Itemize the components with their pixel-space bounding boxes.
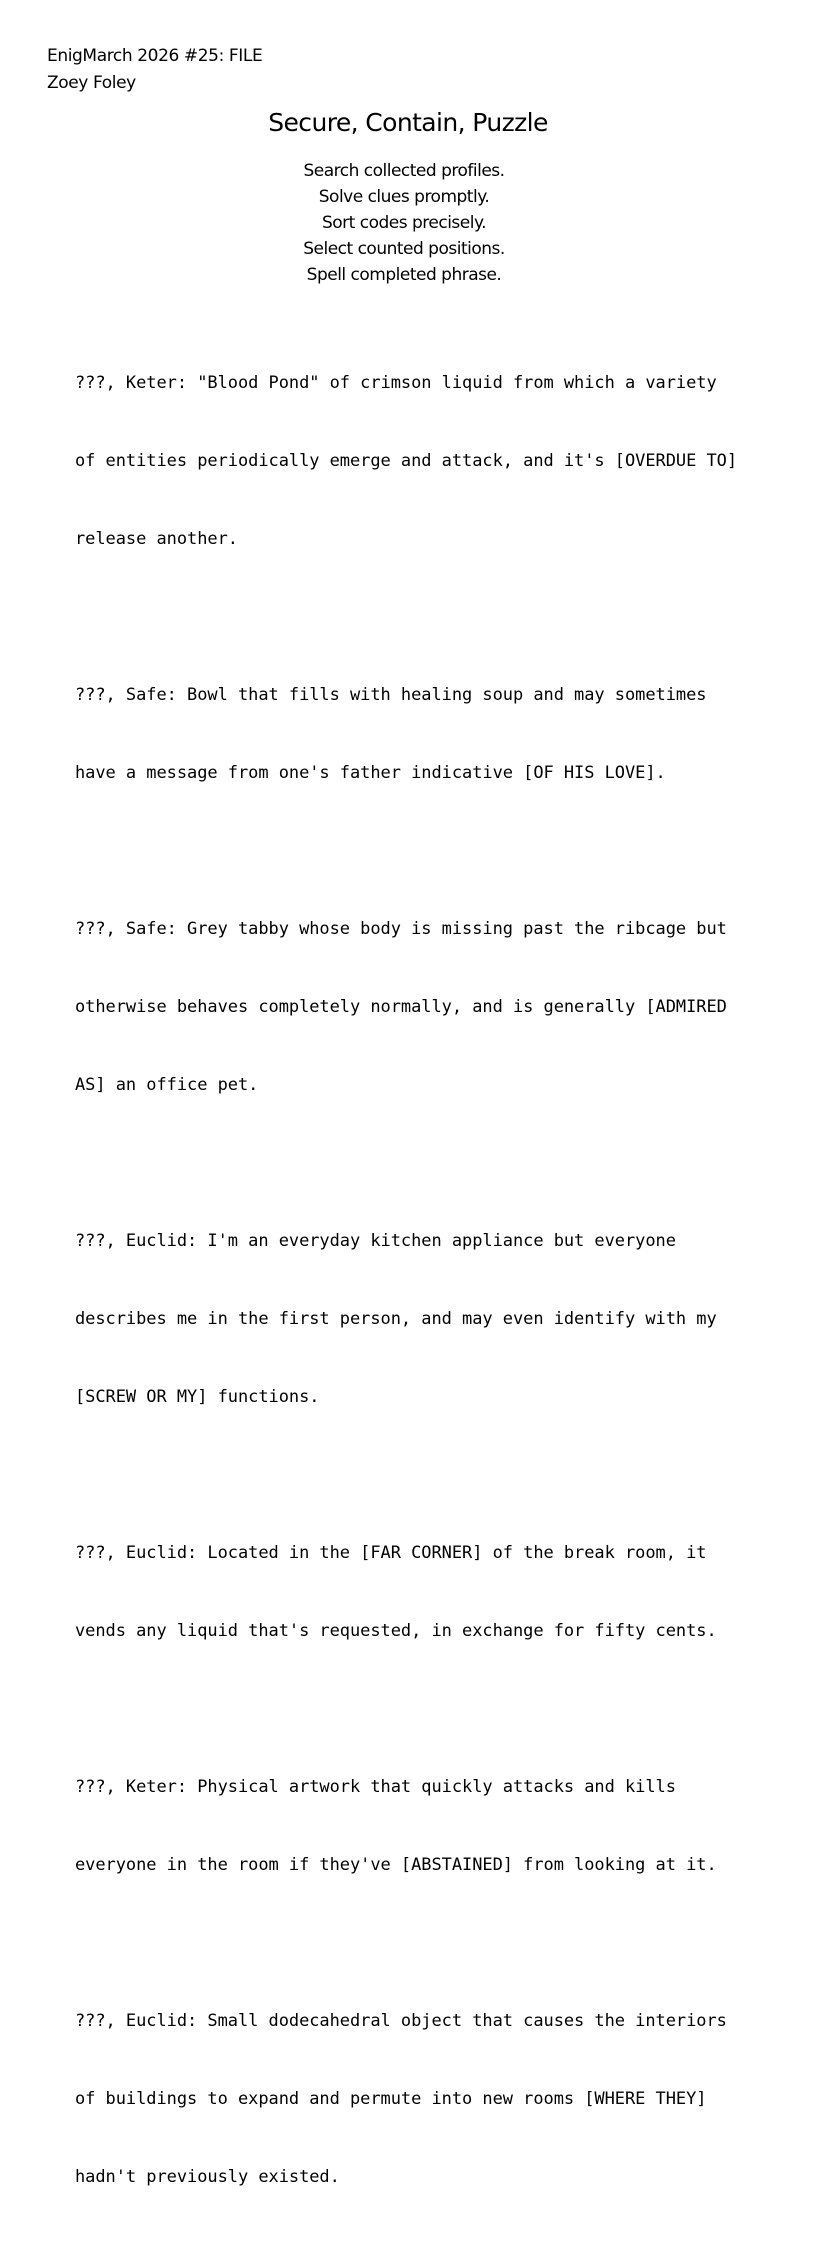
entry-line: describes me in the first person, and may even identify with my [75,1309,717,1329]
entry-line: ???, Keter: Physical artwork that quickly attacks and kills [75,1777,676,1797]
puzzle-header [47,43,262,97]
entry-line: otherwise behaves completely normally, and is generally [ADMIRED [75,997,727,1017]
instruction-line: Solve clues promptly. [318,187,490,207]
instruction-line: Select counted positions. [303,239,505,259]
profile-entry [75,1956,755,2242]
instruction-line: Sort codes precisely. [321,213,487,233]
entry-line: everyone in the room if they've [ABSTAINED] from looking at it. [75,1855,717,1875]
profile-entry [75,1488,755,1696]
entry-line: release another. [75,529,238,549]
profile-entry [75,864,755,1150]
instruction-line: Search collected profiles. [303,161,505,181]
entry-line: ???, Safe: Grey tabby whose body is missing past the ribcage but [75,919,727,939]
entry-line: [SCREW OR MY] functions. [75,1387,320,1407]
profile-entry [75,630,755,838]
profile-entry [75,1176,755,1462]
author-name: Zoey Foley [47,73,136,93]
entry-line: ???, Euclid: Located in the [FAR CORNER] of the break room, it [75,1543,707,1563]
entry-line: of buildings to expand and permute into new rooms [WHERE THEY] [75,2089,707,2109]
entry-line: of entities periodically emerge and attack, and it's [OVERDUE TO] [75,451,738,471]
entry-line: ???, Safe: Bowl that fills with healing soup and may sometimes [75,685,707,705]
profile-entries [75,318,755,2268]
entry-line: vends any liquid that's requested, in exchange for fifty cents. [75,1621,717,1641]
entry-line: hadn't previously existed. [75,2167,340,2187]
puzzle-id-line: EnigMarch 2026 #25: FILE [47,46,263,66]
entry-line: have a message from one's father indicative [OF HIS LOVE]. [75,763,666,783]
entry-line: AS] an office pet. [75,1075,259,1095]
profile-entry [75,318,755,604]
entry-line: ???, Euclid: I'm an everyday kitchen appliance but everyone [75,1231,676,1251]
entry-line: ???, Keter: "Blood Pond" of crimson liquid from which a variety [75,373,717,393]
instruction-line: Spell completed phrase. [306,265,502,285]
entry-line: ???, Euclid: Small dodecahedral object that causes the interiors [75,2011,727,2031]
instructions-block [0,158,808,288]
page-title: Secure, Contain, Puzzle [268,108,548,137]
profile-entry [75,1722,755,1930]
